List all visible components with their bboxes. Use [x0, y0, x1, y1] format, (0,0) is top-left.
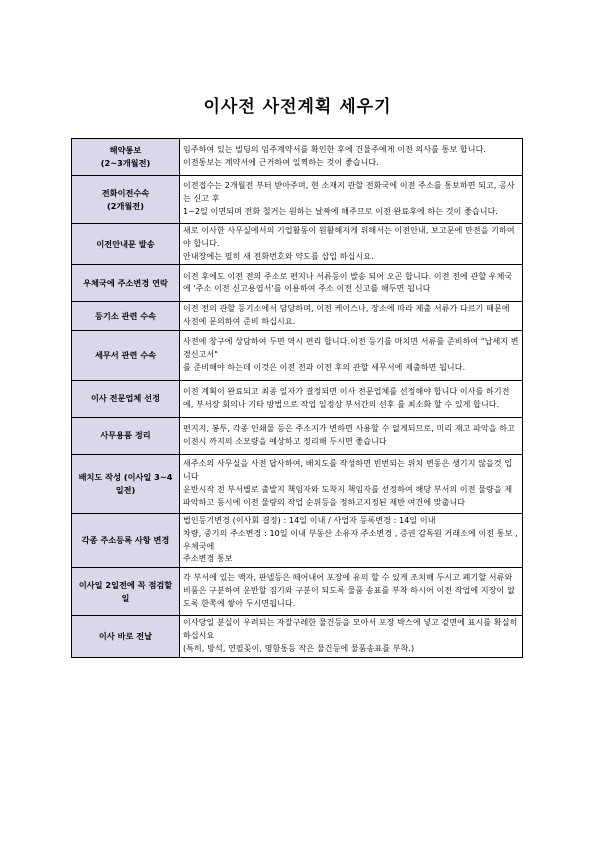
row-content: [180, 265, 523, 302]
row-label-line: 이사 전문업체 선정: [91, 393, 160, 404]
table-row: [72, 302, 523, 331]
row-label-line: 세무서 관련 수속: [94, 349, 157, 360]
row-content: [180, 454, 523, 513]
row-content: [180, 139, 523, 176]
table-row: [72, 616, 523, 657]
row-label-line: 등기소 관련 수속: [94, 310, 157, 321]
table-row: [72, 454, 523, 513]
row-label: [72, 330, 180, 380]
row-label: [72, 513, 180, 567]
row-content: [180, 330, 523, 380]
row-content-line: 이전통보는 계약서에 근거하여 일찍하는 것이 좋습니다.: [183, 158, 379, 167]
table-row: [72, 176, 523, 224]
row-label-line: 배치도 작성 (이사일 3~4일전): [78, 471, 173, 495]
moving-plan-table: [71, 138, 523, 658]
row-label-line: 각종 주소등록 사항 변경: [81, 535, 170, 546]
row-label-line: (2~3개월전): [100, 158, 151, 168]
row-content-line: 사전에 창구에 상담하여 두면 역시 편리 합니다.이전 등기를 마치면 서류를 준비하여 "납세지 변경신고서": [183, 337, 519, 360]
row-content-line: 이전 전의 관할 등기소에서 담당하며, 이전 케이스나, 장소에 따라 제출 서류가 다르기 때문에 사전에 문의하여 준비 하십시요.: [183, 304, 510, 327]
row-content-line: 운반시작 전 부서별로 출발지 책임자와 도착지 책임자를 선정하여 해당 부서의 이전 물량을 제 파악하고 동시에 이전 물량의 작업 순위등을 정하고지정된 제반 여건에 맞춥니다: [183, 484, 513, 507]
row-label: [72, 302, 180, 331]
row-content-line: 1~2일 이면되며 전화 철거는 원하는 날짜에 해주므로 이전 완료후에 하는 것이 좋습니다.: [183, 206, 499, 216]
row-label-line: 해약통보: [109, 145, 142, 155]
row-content: [180, 417, 523, 454]
row-content-line: 이전 후에도 이전 전의 주소로 편지나 서류등이 발송 되어 오곤 합니다. 이전 전에 관할 우체국에 '주소 이전 신고용엽서'를 이용하여 주소 이전 신고를 해두면 됩니다: [183, 271, 513, 294]
row-content-line: 각 부서에 있는 액자, 판넬등은 떼어내어 포장에 유의 할 수 있게 조치해 두시고 폐기할 서류와 비품은 구분하여 운반할 짐기와 구분이 되도록 물품 송표를 부착 하시어 이전 작업에 지장이 없도록 한쪽에 쌓아 두시면됩니다.: [183, 573, 515, 609]
row-label: [72, 224, 180, 265]
row-content-line: 편지지, 봉투, 각종 인쇄물 등은 주소지가 변하면 사용할 수 없게되므로, 미리 재고 파악을 하고 이전시 까지의 소모량을 예상하고 정리해 두시면 좋습니다: [183, 424, 515, 446]
row-label-line: 사무용품 정리: [100, 430, 151, 441]
row-content-line: 주소변경 통보: [183, 554, 233, 564]
table-row: [72, 513, 523, 567]
row-content-line: 차량, 중기의 주소변경 : 10일 이내 부동산 소유자 주소변경 , 증권 감독원 거래소에 이전 통보 , 우체국에: [183, 528, 518, 551]
row-label: [72, 417, 180, 454]
row-label-line: (2개월전): [107, 200, 144, 211]
row-content: [180, 513, 523, 567]
page-title: 이사전 사전계획 세우기: [203, 97, 392, 117]
table-row: [72, 139, 523, 176]
row-content: [180, 176, 523, 224]
row-label: [72, 568, 180, 616]
row-content-line: 를 준비해야 하는데 이것은 이전 전과 이전 후의 관할 세무서에 제출하면 됩니다.: [183, 362, 466, 372]
row-label: [72, 265, 180, 302]
row-label-line: 이전안내문 발송: [96, 238, 155, 249]
table-row: [72, 330, 523, 380]
table-row: [72, 380, 523, 417]
row-content-line: 안내장에는 필히 새 전화번호와 약도를 삽입 하십시요.: [183, 251, 374, 261]
row-label-line: 전화이전수속: [101, 187, 150, 198]
row-content-line: 법인등기변경 (이사회 결정) : 14일 이내 / 사업자 등록변경 : 14일 이내: [183, 515, 436, 525]
row-content: [180, 616, 523, 657]
row-content-line: 임주하여 있는 빌딩의 임주계약서를 확인한 후에 건물주에게 이전 의사를 통보 합니다.: [183, 145, 487, 155]
row-content: [180, 568, 523, 616]
row-content: [180, 302, 523, 331]
row-content-line: 이전접수는 2개월전 부터 받아주며, 현 소재지 관할 전화국에 이전 주소를 통보하면 되고, 공사는 신고 후: [183, 181, 515, 204]
row-label-line: 우체국에 주소변경 연락: [83, 277, 168, 288]
row-label-line: 이사 바로 전날: [98, 630, 153, 641]
row-label: [72, 380, 180, 417]
row-label: [72, 176, 180, 224]
row-content-line: 새주소의 사무실을 사전 답사하여, 배치도를 작성하면 빈번되는 위치 변동은 생기지 않을것 입니다: [183, 459, 513, 482]
table-row: [72, 265, 523, 302]
moving-plan-table-body: [72, 139, 523, 658]
table-row: [72, 568, 523, 616]
row-content: [180, 380, 523, 417]
row-content-line: (특히, 방석, 연필꽂이, 명함통등 작은 물건등에 물품송표를 부착.): [183, 643, 415, 653]
table-row: [72, 417, 523, 454]
row-label: [72, 454, 180, 513]
table-row: [72, 224, 523, 265]
row-label-line: 이사일 2일전에 꼭 점검할 일: [78, 579, 173, 603]
row-content: [180, 224, 523, 265]
row-content-line: 이전 계획이 완료되고 최종 일자가 결정되면 이사 전문업체를 선정해야 합니다 이사를 하기전에, 부서장 회의나 기타 방법으로 작업 일정상 부서간의 선후 를 최소화 할 수 있게 합니다.: [183, 387, 510, 409]
row-label: [72, 616, 180, 657]
row-content-line: 새로 이사한 사무실에서의 기업활동이 원활해지게 위해서는 이전안내, 보고문에 만전을 기하여야 합니다.: [183, 226, 515, 248]
row-content-line: 이사당일 분실이 우려되는 자잘구레한 물건등을 모아서 포장 박스에 넣고 겉면에 표시를 확실히 하십시요: [183, 618, 518, 640]
row-label: [72, 139, 180, 176]
